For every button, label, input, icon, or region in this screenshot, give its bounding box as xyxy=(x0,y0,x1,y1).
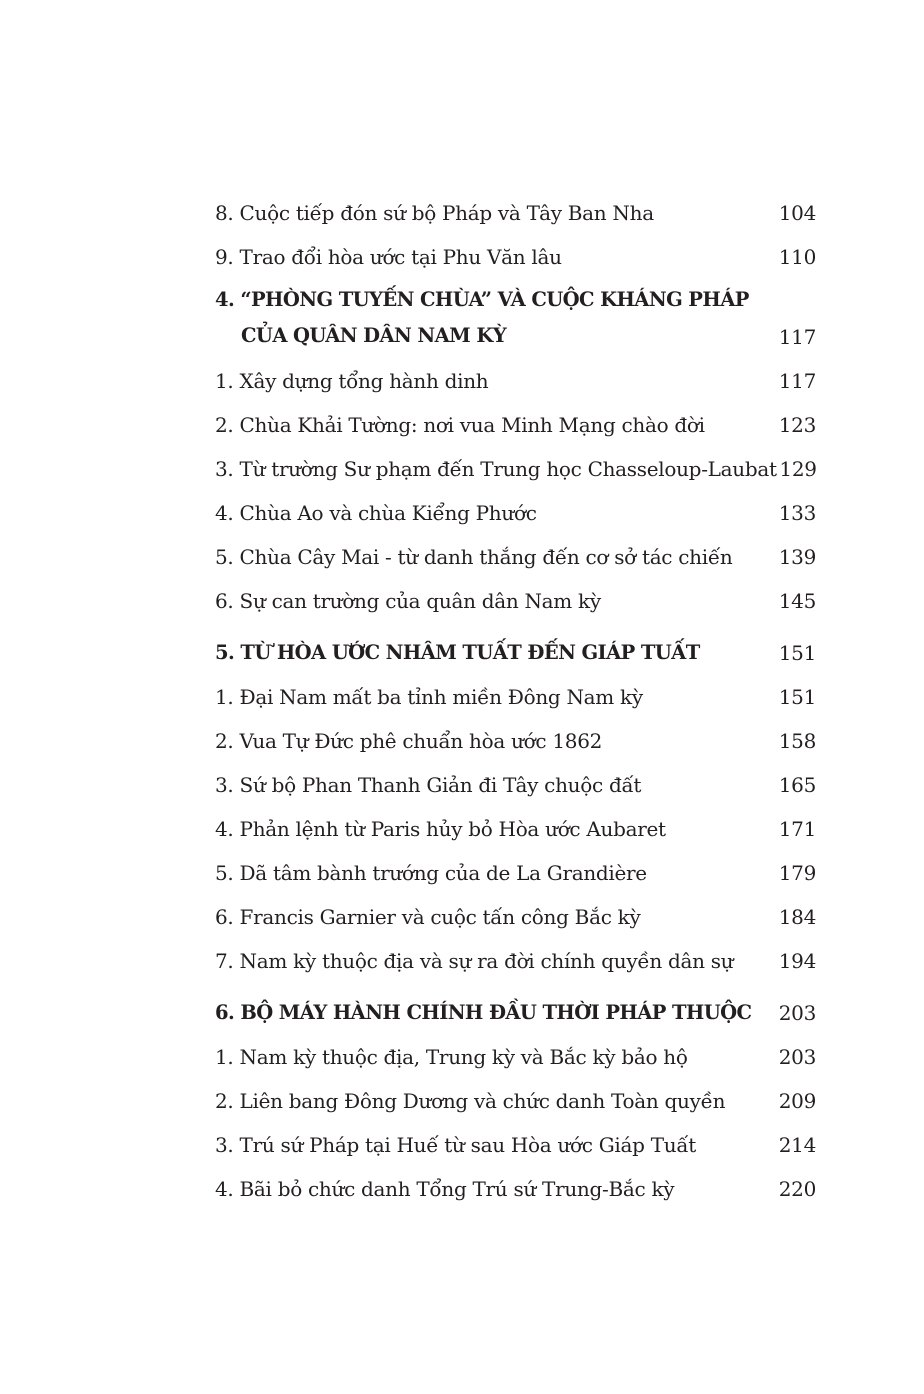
toc-item-page: 151 xyxy=(778,685,816,709)
toc-item-title: 1. Xây dựng tổng hành dinh xyxy=(215,369,489,393)
toc-item xyxy=(215,1162,816,1206)
toc-item-page: 117 xyxy=(778,369,816,393)
toc-item xyxy=(215,934,816,978)
toc-item-title: 8. Cuộc tiếp đón sứ bộ Pháp và Tây Ban Nha xyxy=(215,201,654,225)
toc-item-page: 184 xyxy=(778,905,816,929)
toc-item-page: 165 xyxy=(778,773,816,797)
toc-item-page: 110 xyxy=(778,245,816,269)
toc-item-page: 203 xyxy=(778,1045,816,1069)
toc-item xyxy=(215,530,816,574)
toc-item xyxy=(215,758,816,802)
toc-item-page: 158 xyxy=(778,729,816,753)
toc-item-title: 6. Francis Garnier và cuộc tấn công Bắc kỳ xyxy=(215,905,641,929)
toc-item-title: 2. Liên bang Đông Dương và chức danh Toàn quyền xyxy=(215,1089,726,1113)
toc-item-page: 209 xyxy=(778,1089,816,1113)
toc-item xyxy=(215,354,816,398)
toc-item-page: 179 xyxy=(778,861,816,885)
toc-item-title: 3. Từ trường Sư phạm đến Trung học Chasseloup-Laubat xyxy=(215,457,777,481)
toc-item-title: 2. Vua Tự Đức phê chuẩn hòa ước 1862 xyxy=(215,729,603,753)
toc-chapter-heading xyxy=(215,986,816,1030)
toc-item xyxy=(215,1118,816,1162)
table-of-contents xyxy=(215,186,816,1206)
toc-item-title: 3. Sứ bộ Phan Thanh Giản đi Tây chuộc đất xyxy=(215,773,642,797)
toc-item-title: 6. Sự can trường của quân dân Nam kỳ xyxy=(215,589,601,613)
toc-item xyxy=(215,714,816,758)
toc-item xyxy=(215,1030,816,1074)
toc-item-title: 2. Chùa Khải Tường: nơi vua Minh Mạng chào đời xyxy=(215,413,705,437)
toc-item-title: 5. Dã tâm bành trướng của de La Grandière xyxy=(215,861,647,885)
toc-item-page: 129 xyxy=(779,457,817,481)
toc-chapter-title-line2: CỦA QUÂN DÂN NAM KỲ xyxy=(241,324,507,347)
toc-chapter-page: 203 xyxy=(778,1001,816,1025)
toc-item-page: 220 xyxy=(778,1177,816,1201)
toc-item-page: 171 xyxy=(778,817,816,841)
toc-item-title: 4. Bãi bỏ chức danh Tổng Trú sứ Trung-Bắc kỳ xyxy=(215,1177,675,1201)
toc-chapter-page: 117 xyxy=(778,325,816,349)
toc-item-title: 9. Trao đổi hòa ước tại Phu Văn lâu xyxy=(215,245,562,269)
toc-chapter-title xyxy=(215,282,776,354)
toc-item-page: 139 xyxy=(778,545,816,569)
toc-item-title: 3. Trú sứ Pháp tại Huế từ sau Hòa ước Giáp Tuất xyxy=(215,1133,697,1157)
toc-item xyxy=(215,574,816,618)
toc-chapter-title-line1: 4. “PHÒNG TUYẾN CHÙA” VÀ CUỘC KHÁNG PHÁP xyxy=(215,288,749,311)
toc-item-page: 133 xyxy=(778,501,816,525)
toc-chapter-heading xyxy=(215,626,816,670)
toc-chapter-title: 5. TỪ HÒA ƯỚC NHÂM TUẤT ĐẾN GIÁP TUẤT xyxy=(215,641,700,664)
toc-item-title: 1. Đại Nam mất ba tỉnh miền Đông Nam kỳ xyxy=(215,685,643,709)
toc-item-title: 5. Chùa Cây Mai - từ danh thắng đến cơ sở tác chiến xyxy=(215,545,733,569)
toc-item-title: 7. Nam kỳ thuộc địa và sự ra đời chính quyền dân sự xyxy=(215,949,734,973)
toc-item-title: 4. Chùa Ao và chùa Kiểng Phước xyxy=(215,501,537,525)
toc-item xyxy=(215,802,816,846)
toc-item xyxy=(215,890,816,934)
toc-item-page: 104 xyxy=(778,201,816,225)
toc-item-page: 194 xyxy=(778,949,816,973)
toc-chapter-title: 6. BỘ MÁY HÀNH CHÍNH ĐẦU THỜI PHÁP THUỘC xyxy=(215,1001,752,1024)
toc-item-page: 214 xyxy=(778,1133,816,1157)
toc-chapter-heading xyxy=(215,282,816,354)
toc-item xyxy=(215,1074,816,1118)
toc-item xyxy=(215,486,816,530)
toc-item xyxy=(215,398,816,442)
toc-chapter-page: 151 xyxy=(778,641,816,665)
toc-item xyxy=(215,442,816,486)
toc-item-title: 1. Nam kỳ thuộc địa, Trung kỳ và Bắc kỳ bảo hộ xyxy=(215,1045,688,1069)
toc-item xyxy=(215,846,816,890)
toc-item-title: 4. Phản lệnh từ Paris hủy bỏ Hòa ước Aubaret xyxy=(215,817,666,841)
toc-item xyxy=(215,230,816,274)
toc-item-page: 123 xyxy=(778,413,816,437)
toc-item xyxy=(215,670,816,714)
toc-item-page: 145 xyxy=(778,589,816,613)
toc-item xyxy=(215,186,816,230)
